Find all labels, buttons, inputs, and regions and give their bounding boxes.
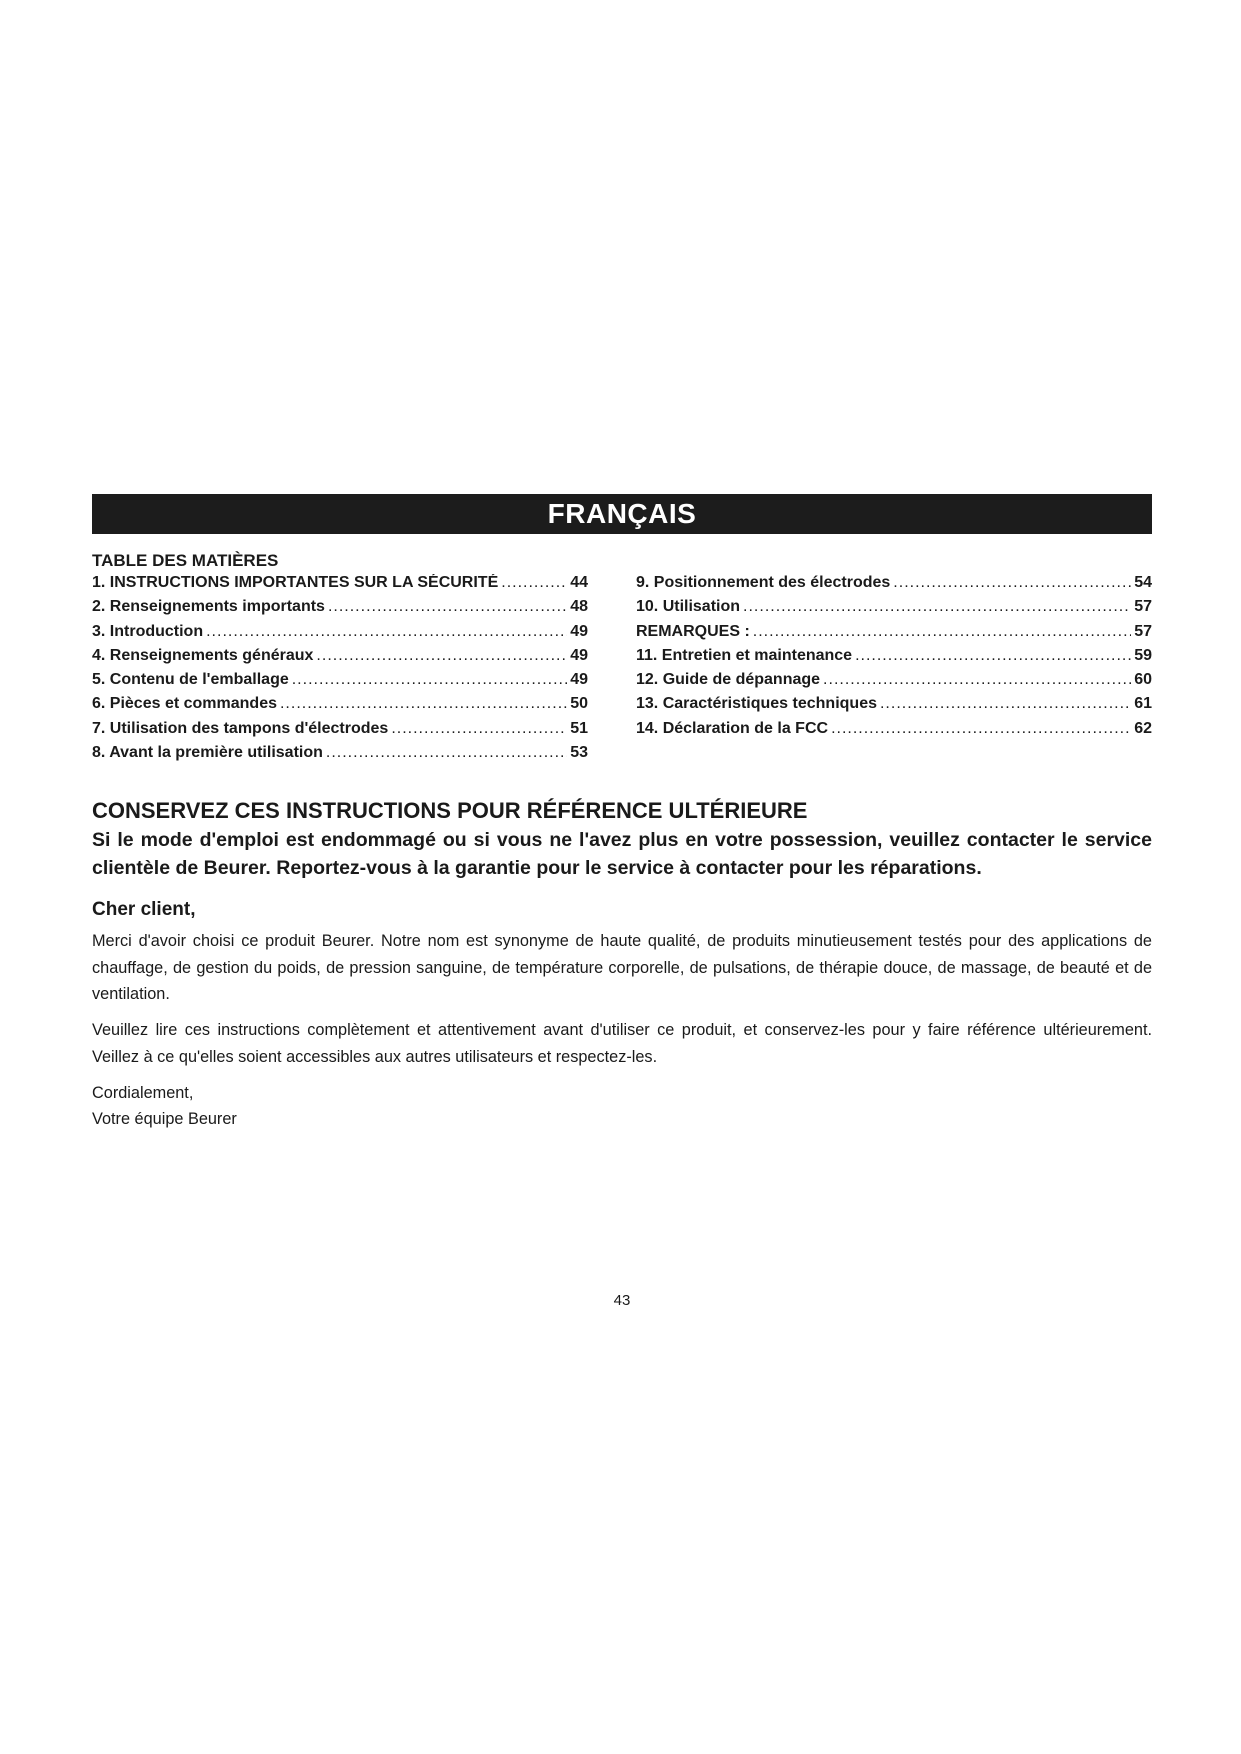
toc-entry[interactable] [92,744,588,768]
toc-entry-label: 2. Renseignements importants [92,598,325,616]
toc-entry-label: 4. Renseignements généraux [92,646,314,664]
toc-entry-label: 7. Utilisation des tampons d'électrodes [92,719,389,737]
letter-closing: Cordialement, [92,1084,194,1102]
toc-entry[interactable] [636,598,1152,622]
toc-entry-page: 59 [1134,646,1152,664]
toc-leader [501,574,567,592]
toc-entry-page: 50 [570,695,588,713]
toc-entry-label: 12. Guide de dépannage [636,671,821,689]
toc-entry-label: 10. Utilisation [636,598,741,616]
toc-entry-label: REMARQUES : [636,622,750,640]
toc-entry[interactable] [636,720,1152,744]
toc-entry-label: 1. INSTRUCTIONS IMPORTANTES SUR LA SÉCURITÉ [92,574,499,591]
toc-entry-label: 3. Introduction [92,622,204,640]
toc-entry-page: 48 [570,598,588,616]
toc-entry[interactable] [92,671,588,695]
toc-leader [823,671,1131,689]
toc-entry-page: 51 [570,719,588,737]
toc-leader [855,647,1131,665]
toc-entry[interactable] [92,720,588,744]
toc-entry[interactable] [636,671,1152,695]
toc-entry-page: 49 [570,671,588,689]
toc-entry-label: 13. Caractéristiques techniques [636,695,877,713]
toc-entry-page: 44 [570,574,588,591]
toc-leader [753,623,1131,641]
toc-entry-page: 57 [1134,622,1152,640]
letter-greeting: Cher client, [92,899,196,920]
toc-entry[interactable] [636,647,1152,671]
toc-leader [880,695,1131,713]
toc-leader [743,598,1131,616]
toc-entry-page: 53 [570,744,588,762]
toc-leader [206,623,567,641]
toc-entry-label: 14. Déclaration de la FCC [636,719,829,737]
toc-entry[interactable] [92,574,588,598]
keep-instructions-heading: CONSERVEZ CES INSTRUCTIONS POUR RÉFÉRENCE ULTÉRIEURE [92,798,808,823]
toc-entry[interactable] [92,598,588,622]
toc-right-column [636,574,1152,744]
toc-entry-page: 62 [1134,719,1152,737]
toc-entry-page: 61 [1134,695,1152,713]
toc-leader [831,720,1131,738]
toc-entry-page: 49 [570,622,588,640]
toc-entry-label: 5. Contenu de l'emballage [92,671,289,689]
toc-entry-label: 9. Positionnement des électrodes [636,574,891,591]
toc-leader [292,671,567,689]
toc-entry[interactable] [636,695,1152,719]
toc-entry-page: 49 [570,646,588,664]
toc-entry-page: 57 [1134,598,1152,616]
toc-leader [326,744,567,762]
toc-leader [893,574,1131,592]
toc-entry[interactable] [92,695,588,719]
toc-entry-label: 11. Entretien et maintenance [636,646,853,664]
toc-entry[interactable] [636,574,1152,598]
document-page [92,0,1152,1754]
toc-entry[interactable] [636,623,1152,647]
toc-entry-page: 54 [1134,574,1152,591]
toc-entry[interactable] [92,623,588,647]
toc-leader [328,598,567,616]
toc-title: TABLE DES MATIÈRES [92,551,279,570]
toc-entry-label: 8. Avant la première utilisation [92,744,323,762]
letter-paragraph-1: Merci d'avoir choisi ce produit Beurer. Notre nom est synonyme de haute qualité, de produits minutieusement testés pour des applications de chauffage, de gestion du poids, de pression sanguine, de température corporelle, de pulsations, de thérapie douce, de massage, de beauté et de ventilation. [92,932,1152,1003]
page-number: 43 [613,1292,631,1309]
language-banner [92,494,1152,534]
letter-paragraph-2: Veuillez lire ces instructions complètement et attentivement avant d'utiliser ce produit, et conservez-les pour y faire référence ultérieurement. Veillez à ce qu'elles soient accessibles aux autres utilisateurs et respectez-les. [92,1021,1152,1066]
damaged-manual-notice: Si le mode d'emploi est endommagé ou si vous ne l'avez plus en votre possession, veuillez contacter le service clientèle de Beurer. Reportez-vous à la garantie pour le service à contacter pour les réparations. [92,829,1152,879]
toc-left-column [92,574,588,768]
language-title: FRANÇAIS [547,498,697,529]
toc-leader [316,647,567,665]
toc-leader [391,720,567,738]
toc-entry-label: 6. Pièces et commandes [92,695,277,713]
letter-signoff [92,1080,237,1132]
toc-entry[interactable] [92,647,588,671]
letter-signature: Votre équipe Beurer [92,1110,237,1128]
toc-entry-page: 60 [1134,671,1152,689]
toc-leader [280,695,567,713]
